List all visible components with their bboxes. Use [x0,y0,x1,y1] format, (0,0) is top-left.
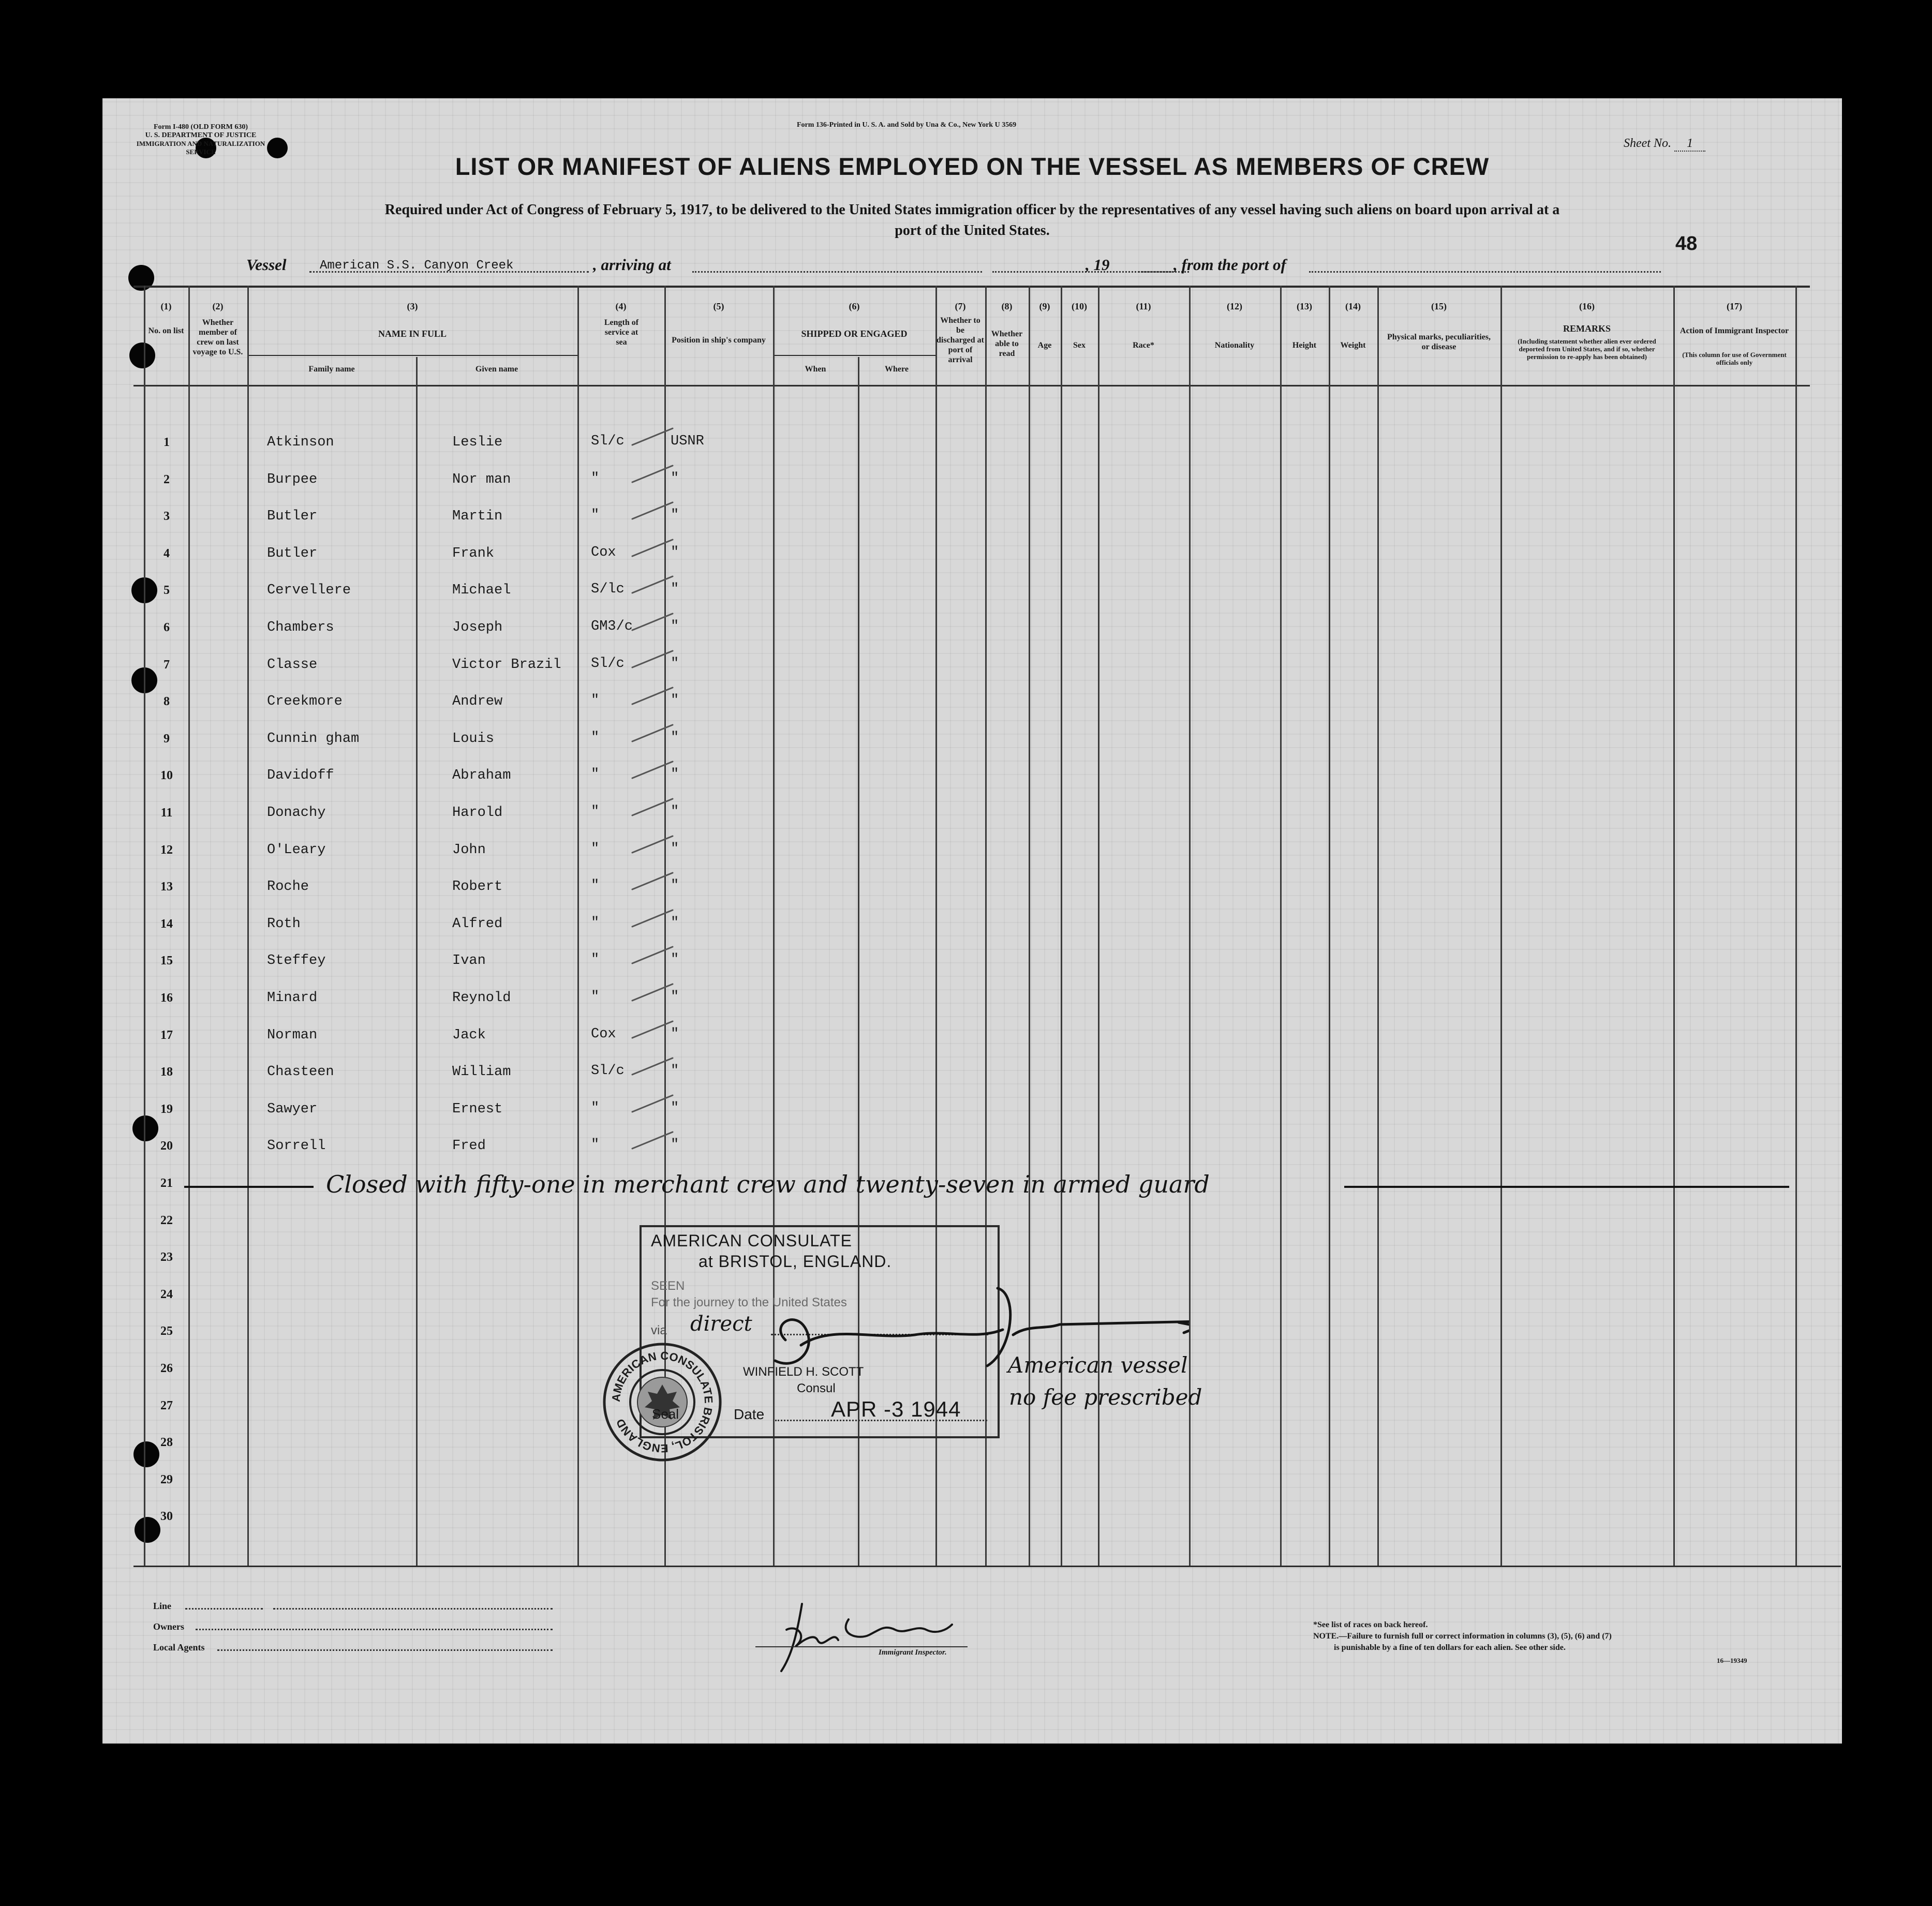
column-number: (6) [849,301,860,311]
column-subheader: When [805,365,826,374]
given-name: Jack [452,1027,486,1043]
stamp-via-value: direct [690,1312,752,1336]
column-header: SHIPPED OR ENGAGED [801,329,908,339]
pencil-tick-mark [629,426,676,447]
column-number: (4) [615,301,627,311]
row-number: 14 [160,917,173,931]
row-number: 5 [164,584,170,598]
vessel-name: American S.S. Canyon Creek [320,259,514,273]
length-of-service: " [591,508,600,524]
row-number: 15 [160,954,173,968]
vessel-label: Vessel [246,256,287,274]
given-name: John [452,842,486,858]
given-name: Alfred [452,916,503,932]
column-header: Race* [1133,341,1154,350]
column-number: (1) [160,301,172,311]
row-number: 29 [160,1472,173,1486]
column-header: Weight [1340,341,1366,350]
length-of-service: Sl/c [591,1063,625,1079]
length-of-service: " [591,841,600,857]
column-note: (Including statement whether alien ever ordered deported from United States, and if so, whether permission to re-apply has been obtained) [1518,337,1656,361]
row-number: 10 [160,769,173,783]
length-of-service: " [591,952,600,968]
pencil-tick-mark [629,1093,676,1114]
family-name: Steffey [267,953,326,969]
family-name: Chambers [267,620,334,635]
given-name: Joseph [452,620,503,635]
length-of-service: S/lc [591,582,625,598]
given-name: Harold [452,805,503,821]
column-number: (16) [1579,301,1595,311]
consular-seal-icon [600,1340,724,1464]
length-of-service: " [591,1137,600,1153]
position-in-company: " [671,989,679,1005]
position-in-company: " [671,804,679,820]
column-number: (17) [1727,301,1742,311]
row-number: 24 [160,1287,173,1301]
given-name: William [452,1064,511,1080]
length-of-service: " [591,470,600,486]
row-number: 20 [160,1139,173,1153]
row-number: 4 [164,546,170,560]
given-name: Victor Brazil [452,657,561,673]
form-identifier: Form I-480 (OLD FORM 630) U. S. DEPARTMENT OF JUSTICE IMMIGRATION AND NATURALIZATION SERVICE [136,123,265,156]
column-number: (3) [407,301,418,311]
family-name: Sawyer [267,1101,318,1117]
pencil-tick-mark [629,760,676,780]
punch-hole [129,343,155,368]
arriving-label: , arriving at [593,256,671,274]
pencil-tick-mark [629,649,676,669]
given-name: Abraham [452,768,511,784]
column-subheader: Where [885,365,909,374]
length-of-service: Cox [591,544,616,560]
column-header: Whether member of crew on last voyage to U.S. [192,318,243,356]
pencil-tick-mark [629,797,676,817]
length-of-service: Sl/c [591,434,625,449]
pencil-tick-mark [629,612,676,632]
family-name: Donachy [267,805,326,821]
given-name: Frank [452,545,495,561]
family-name: Roth [267,916,301,932]
row-number: 13 [160,880,173,894]
row-number: 26 [160,1362,173,1375]
column-number: (15) [1431,301,1447,311]
length-of-service: " [591,804,600,820]
family-name: Cervellere [267,583,351,599]
given-name: Andrew [452,694,503,710]
pencil-tick-mark [629,464,676,484]
row-number: 2 [164,472,170,486]
length-of-service: " [591,729,600,746]
column-header: REMARKS [1563,323,1611,334]
row-number: 6 [164,621,170,634]
pencil-tick-mark [629,1019,676,1040]
position-in-company: " [671,952,679,968]
family-name: Burpee [267,471,318,487]
position-in-company: " [671,544,679,560]
given-name: Reynold [452,990,511,1006]
position-in-company: USNR [671,434,704,449]
position-in-company: " [671,470,679,486]
column-header: Whether able to read [991,330,1023,358]
column-header: Physical marks, peculiarities, or disease [1387,333,1491,351]
stamp-via-label: via [651,1323,667,1337]
column-number: (12) [1227,301,1242,311]
position-in-company: " [671,582,679,598]
column-number: (8) [1001,301,1013,311]
column-number: (13) [1297,301,1312,311]
row-number: 3 [164,510,170,524]
family-name: Davidoff [267,768,334,784]
family-name: Butler [267,545,318,561]
column-number: (2) [212,301,224,311]
length-of-service: " [591,693,600,709]
stamp-journey: For the journey to the United States [651,1296,847,1309]
row-number: 21 [160,1177,173,1190]
row-number: 30 [160,1510,173,1524]
closing-note: Closed with fifty-one in merchant crew and twenty-seven in armed guard [326,1170,1210,1198]
position-in-company: " [671,1026,679,1042]
given-name: Fred [452,1138,486,1154]
stamp-consul-title: Consul [797,1381,836,1395]
remark-line-2: no fee prescribed [1009,1384,1202,1410]
position-in-company: " [671,508,679,524]
column-header: No. on list [148,326,184,335]
family-name: Sorrell [267,1138,326,1154]
position-in-company: " [671,841,679,857]
consul-signature [723,1278,1189,1397]
stamp-date: APR -3 1944 [831,1397,961,1421]
column-note: (This column for use of Government officials only [1682,351,1787,366]
inspector-label: Immigrant Inspector. [879,1648,947,1657]
column-number: (7) [955,301,966,311]
row-number: 11 [160,806,173,820]
row-number: 18 [160,1065,173,1079]
length-of-service: Sl/c [591,656,625,672]
length-of-service: Cox [591,1026,616,1042]
footer-agents-label: Local Agents [153,1642,205,1652]
position-in-company: " [671,656,679,672]
given-name: Robert [452,879,503,895]
row-number: 8 [164,695,170,709]
row-number: 23 [160,1250,173,1264]
family-name: Roche [267,879,309,895]
column-subheader: Given name [475,365,518,374]
given-name: Nor man [452,471,511,487]
position-in-company: " [671,693,679,709]
inspector-signature [750,1599,968,1676]
row-number: 17 [160,1028,173,1042]
column-number: (14) [1345,301,1361,311]
pencil-tick-mark [629,686,676,706]
page-number: 48 [1675,233,1698,255]
column-header: Nationality [1214,341,1255,350]
position-in-company: " [671,915,679,931]
pencil-tick-mark [629,834,676,855]
family-name: Classe [267,657,318,673]
family-name: O'Leary [267,842,326,858]
punch-hole [132,1115,158,1141]
pencil-tick-mark [629,908,676,929]
column-header: Length of service at sea [604,318,639,347]
length-of-service: " [591,989,600,1005]
family-name: Cunnin gham [267,731,360,747]
column-header: NAME IN FULL [378,329,447,339]
pencil-tick-mark [629,723,676,743]
length-of-service: " [591,1100,600,1116]
given-name: Ernest [452,1101,503,1117]
column-header: Position in ship's company [672,336,766,345]
stamp-seen: SEEN [651,1279,685,1293]
remark-line-1: American vessel [1008,1352,1188,1378]
pencil-tick-mark [629,982,676,1003]
length-of-service: " [591,767,600,783]
family-name: Minard [267,990,318,1006]
given-name: Michael [452,583,511,599]
position-in-company: " [671,1063,679,1079]
stamp-seal-label: Seal [652,1406,679,1422]
column-number: (10) [1072,301,1087,311]
row-number: 12 [160,843,173,857]
column-number: (11) [1136,301,1151,311]
pencil-tick-mark [629,1130,676,1151]
pencil-tick-mark [629,871,676,891]
family-name: Norman [267,1027,318,1043]
manifest-sheet [102,98,1842,1744]
family-name: Butler [267,509,318,525]
form-code: 16—19349 [1717,1657,1747,1664]
pencil-tick-mark [629,945,676,965]
stamp-consul-name: WINFIELD H. SCOTT [743,1365,864,1379]
column-subheader: Family name [308,365,355,374]
stamp-consulate: AMERICAN CONSULATE [651,1231,853,1250]
family-name: Chasteen [267,1064,334,1080]
page-title: LIST OR MANIFEST OF ALIENS EMPLOYED ON THE VESSEL AS MEMBERS OF CREW [455,153,1490,180]
stamp-location: at BRISTOL, ENGLAND. [699,1252,892,1271]
from-port-label: , from the port of [1173,256,1286,274]
column-number: (9) [1039,301,1050,311]
pencil-tick-mark [629,538,676,558]
seal-ring-text: AMERICAN CONSULATE BRISTOL, ENGLAND [609,1349,716,1455]
column-number: (5) [713,301,724,311]
stamp-date-label: Date [734,1406,765,1422]
position-in-company: " [671,767,679,783]
length-of-service: " [591,878,600,894]
pencil-tick-mark [629,500,676,521]
length-of-service: GM3/c [591,619,633,634]
vessel-line [102,256,1842,276]
column-header: Whether to be discharged at port of arrival [937,316,984,364]
row-number: 1 [164,436,170,449]
row-number: 22 [160,1213,173,1227]
position-in-company: " [671,878,679,894]
family-name: Atkinson [267,435,334,450]
footer-note: *See list of races on back hereof. NOTE.—Failure to furnish full or correct information in columns (3), (5), (6) and (7) is punishable by a fine of ten dollars for each alien. See other side. [1313,1620,1612,1652]
printer-note: Form 136-Printed in U. S. A. and Sold by Una & Co., New York U 3569 [797,121,1017,129]
row-number: 19 [160,1102,173,1116]
row-number: 9 [164,732,170,746]
column-header: Age [1037,341,1052,350]
row-number: 27 [160,1398,173,1412]
given-name: Louis [452,731,495,747]
position-in-company: " [671,1100,679,1116]
sheet-number-label: Sheet No. 1 [1624,137,1705,152]
pencil-tick-mark [629,1056,676,1077]
position-in-company: " [671,1137,679,1153]
year-label: , 19 [1086,256,1110,274]
row-number: 25 [160,1324,173,1338]
position-in-company: " [671,619,679,634]
given-name: Martin [452,509,503,525]
position-in-company: " [671,729,679,746]
footer-line-label: Line [153,1601,172,1611]
sheet-number: 1 [1674,137,1705,152]
form-subtitle: Required under Act of Congress of February 5, 1917, to be delivered to the United States immigration officer by the representatives of any vessel having such aliens on board upon arrival at a port of the United States. [384,202,1560,239]
length-of-service: " [591,915,600,931]
row-number: 28 [160,1436,173,1450]
family-name: Creekmore [267,694,343,710]
given-name: Ivan [452,953,486,969]
row-number: 7 [164,658,170,672]
column-header: Height [1292,341,1317,350]
pencil-tick-mark [629,574,676,595]
column-header: Sex [1073,341,1086,350]
footer-owners-label: Owners [153,1621,184,1632]
row-number: 16 [160,991,173,1005]
given-name: Leslie [452,435,503,450]
column-header: Action of Immigrant Inspector [1680,326,1789,335]
